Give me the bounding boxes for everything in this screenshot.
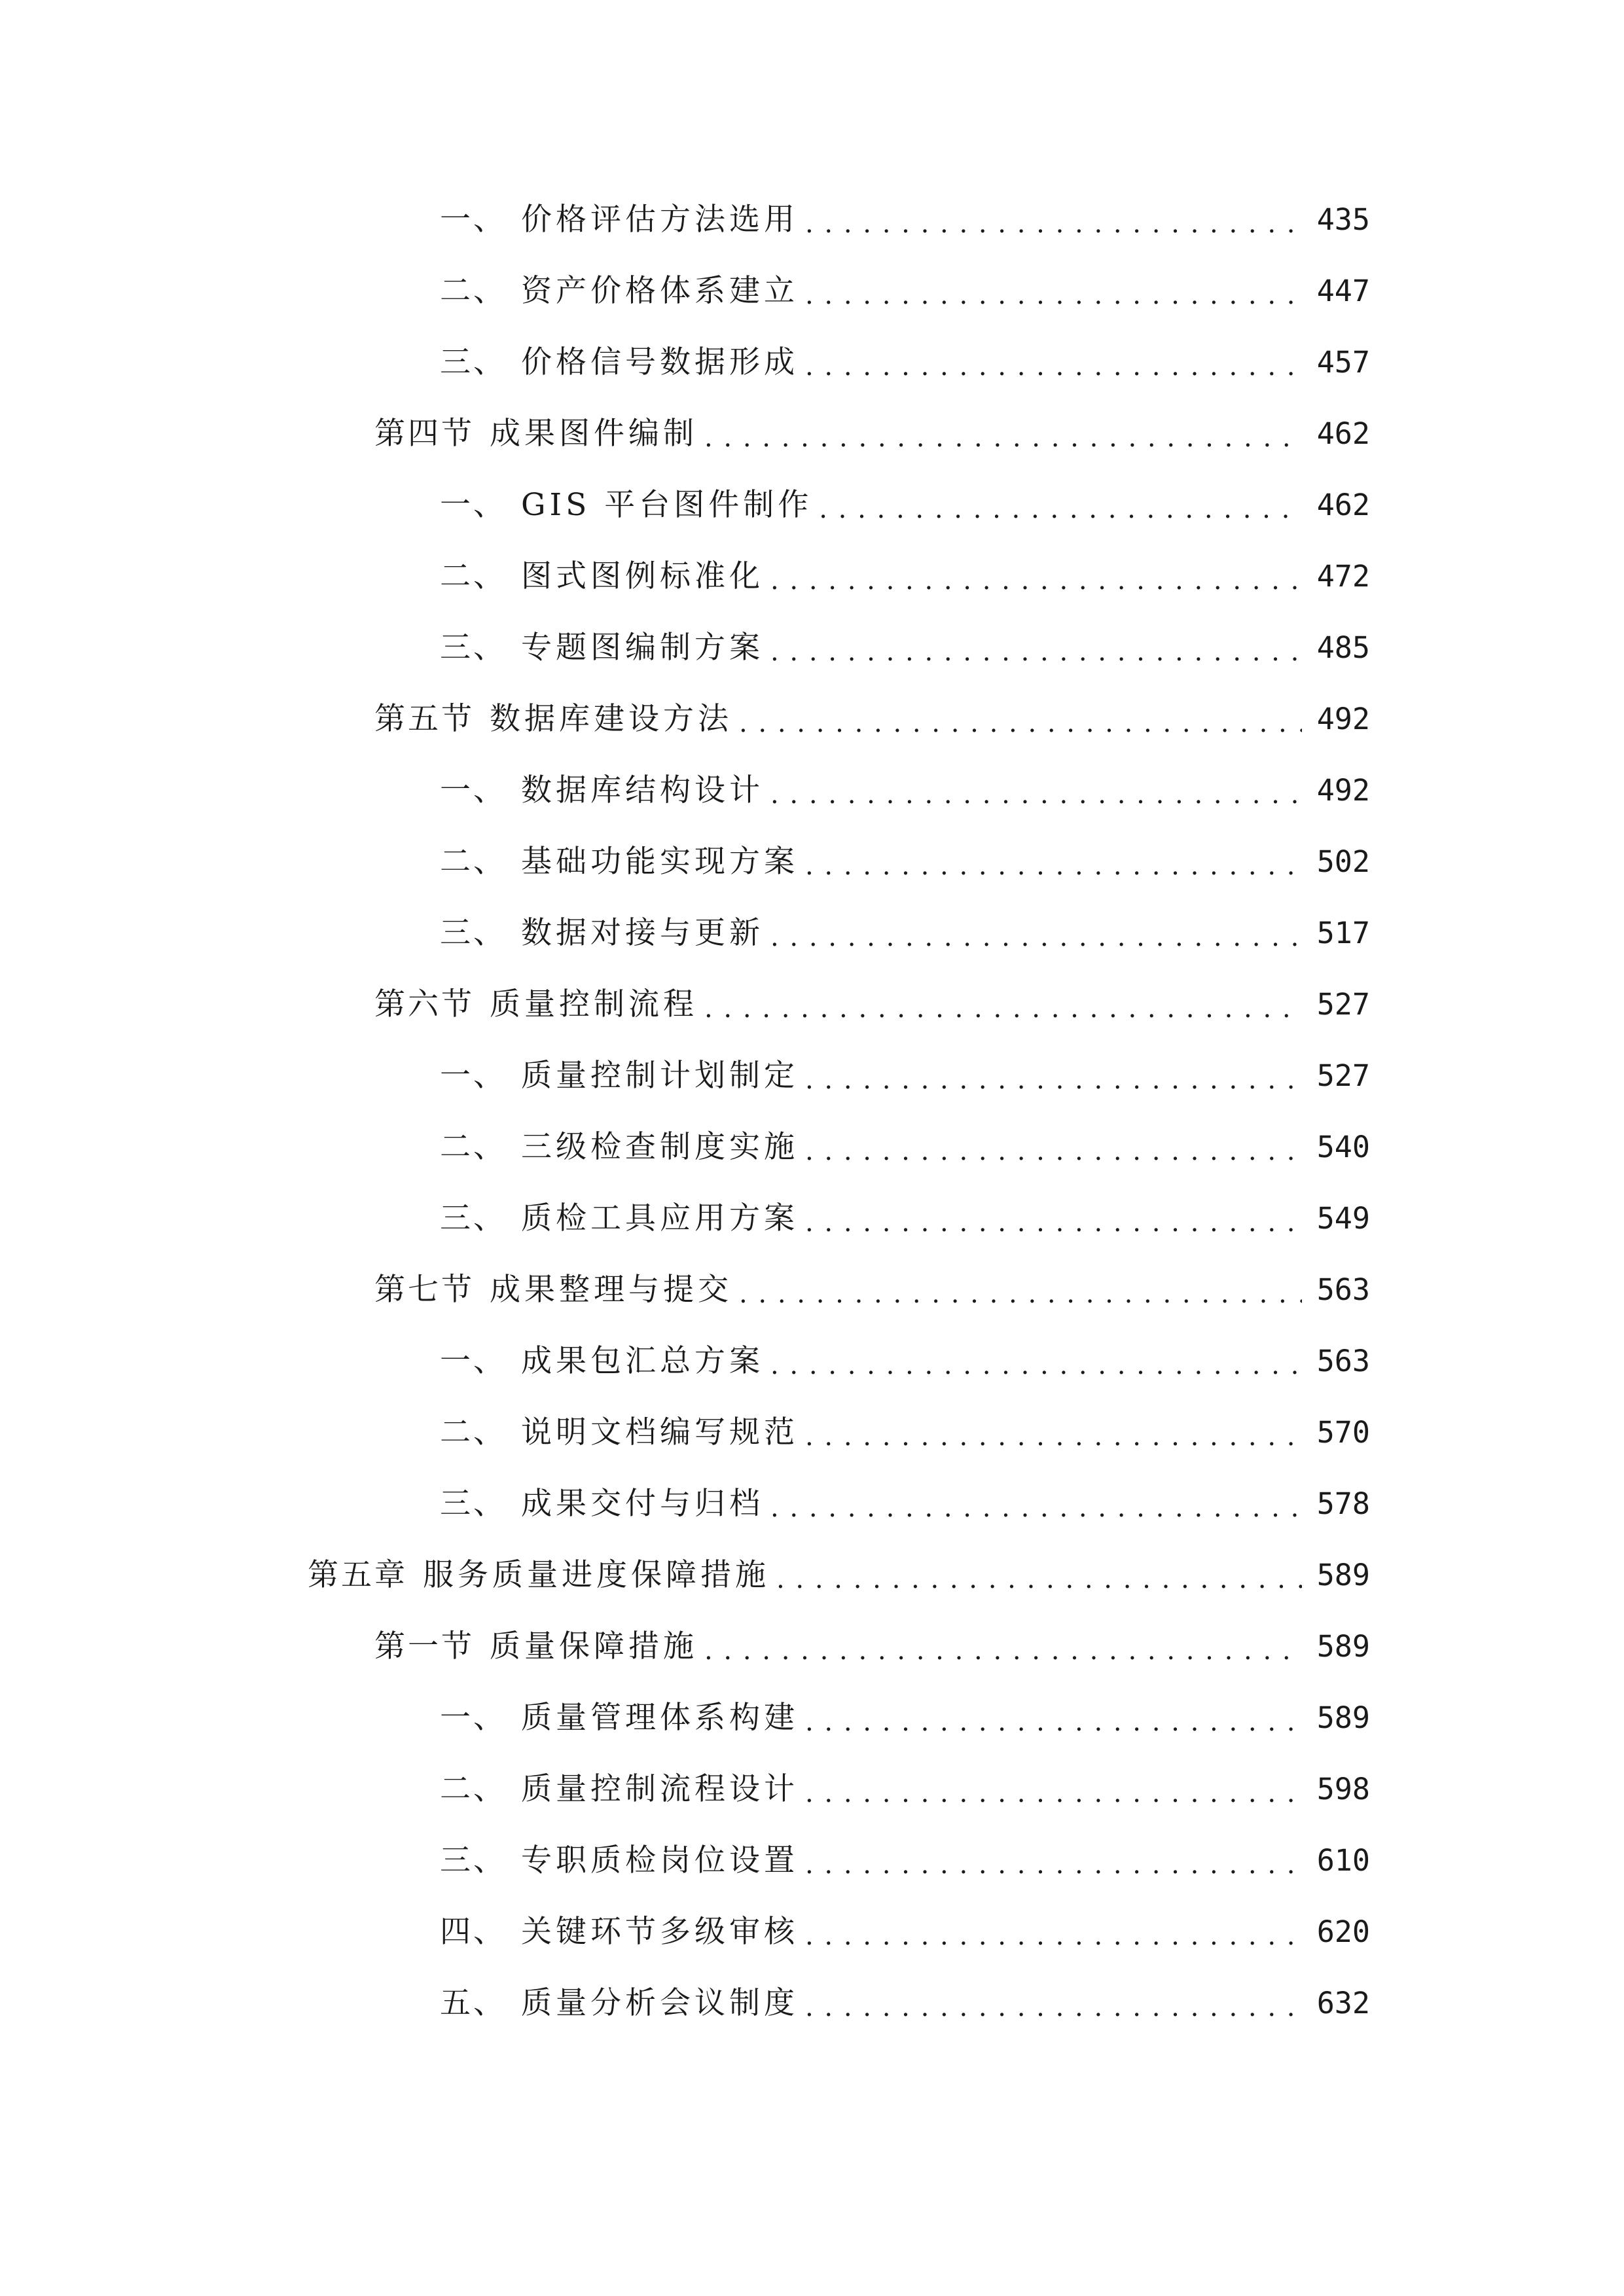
toc-entry-page: 563: [1316, 1344, 1370, 1378]
toc-entry-page: 540: [1316, 1130, 1370, 1164]
toc-entry-title: 数据库结构设计: [521, 772, 764, 808]
toc-entry[interactable]: [440, 622, 1370, 674]
toc-entry-page: 502: [1316, 844, 1370, 879]
toc-entry-title: 成果图件编制: [490, 416, 698, 452]
toc-entry-page: 610: [1316, 1843, 1370, 1878]
toc-entry[interactable]: [440, 265, 1370, 317]
toc-entry[interactable]: [440, 1835, 1370, 1887]
toc-entry-title: 质量控制流程: [490, 986, 698, 1022]
toc-entry-title: 资产价格体系建立: [521, 273, 799, 309]
toc-dot-leader: [805, 1835, 1302, 1887]
toc-entry[interactable]: [440, 907, 1370, 960]
toc-entry-title: 质量保障措施: [490, 1628, 698, 1664]
toc-entry[interactable]: [440, 1692, 1370, 1744]
toc-entry-number: 一、: [440, 1343, 507, 1379]
toc-entry-title: 图式图例标准化: [521, 558, 764, 594]
toc-entry[interactable]: [440, 1977, 1370, 2030]
toc-entry[interactable]: [440, 336, 1370, 389]
toc-entry-page: 447: [1316, 274, 1370, 308]
toc-entry-title: 质检工具应用方案: [521, 1200, 799, 1236]
toc-entry-number: 第五章: [308, 1557, 408, 1593]
toc-entry[interactable]: [374, 408, 1370, 460]
toc-entry-page: 457: [1316, 345, 1370, 380]
toc-entry-title: 专职质检岗位设置: [521, 1842, 799, 1878]
toc-entry-number: 三、: [440, 630, 507, 666]
toc-entry-number: 四、: [440, 1914, 507, 1950]
toc-entry-number: 二、: [440, 1771, 507, 1807]
toc-dot-leader: [770, 1335, 1302, 1388]
toc-dot-leader: [805, 194, 1302, 246]
toc-entry-number: 一、: [440, 1058, 507, 1094]
toc-entry-title: 价格评估方法选用: [521, 202, 799, 238]
toc-entry-title: 关键环节多级审核: [521, 1914, 799, 1950]
toc-entry-title: 基础功能实现方案: [521, 844, 799, 880]
toc-dot-leader: [739, 1264, 1302, 1316]
toc-entry-page: 527: [1316, 987, 1370, 1022]
toc-entry-title: 数据库建设方法: [490, 701, 732, 737]
toc-entry-page: 435: [1316, 202, 1370, 237]
toc-dot-leader: [805, 1121, 1302, 1174]
toc-entry-number: 第六节: [374, 986, 475, 1022]
toc-entry-number: 第一节: [374, 1628, 475, 1664]
toc-entry-page: 563: [1316, 1272, 1370, 1307]
toc-entry-number: 二、: [440, 1129, 507, 1165]
toc-entry[interactable]: [440, 1906, 1370, 1958]
toc-entry[interactable]: [440, 836, 1370, 888]
toc-dot-leader: [776, 1549, 1302, 1602]
toc-entry-page: 527: [1316, 1058, 1370, 1093]
toc-dot-leader: [770, 550, 1302, 603]
toc-entry-number: 一、: [440, 772, 507, 808]
toc-entry-number: 二、: [440, 844, 507, 880]
toc-entry-number: 第五节: [374, 701, 475, 737]
toc-entry-page: 485: [1316, 630, 1370, 665]
toc-entry-title: 专题图编制方案: [521, 630, 764, 666]
toc-entry[interactable]: [440, 194, 1370, 246]
toc-entry[interactable]: [440, 1121, 1370, 1174]
toc-entry[interactable]: [440, 1478, 1370, 1530]
toc-entry-number: 一、: [440, 202, 507, 238]
toc-entry-page: 570: [1316, 1415, 1370, 1450]
toc-dot-leader: [770, 622, 1302, 674]
toc-entry-number: 第七节: [374, 1272, 475, 1308]
toc-entry-number: 二、: [440, 1414, 507, 1450]
toc-entry-page: 492: [1316, 773, 1370, 808]
toc-dot-leader: [704, 1621, 1302, 1673]
toc-entry-page: 632: [1316, 1986, 1370, 2020]
toc-entry[interactable]: [440, 550, 1370, 603]
toc-entry-title: 成果包汇总方案: [521, 1343, 764, 1379]
toc-entry[interactable]: [440, 479, 1370, 531]
toc-entry[interactable]: [374, 693, 1370, 745]
toc-entry-title: 质量分析会议制度: [521, 1985, 799, 2021]
toc-dot-leader: [805, 1692, 1302, 1744]
toc-entry[interactable]: [440, 1050, 1370, 1102]
toc-entry-page: 462: [1316, 416, 1370, 451]
toc-dot-leader: [805, 836, 1302, 888]
toc-entry-title: 说明文档编写规范: [521, 1414, 799, 1450]
toc-entry-title: 质量控制流程设计: [521, 1771, 799, 1807]
toc-entry[interactable]: [374, 1264, 1370, 1316]
toc-entry-title: 三级检查制度实施: [521, 1129, 799, 1165]
toc-dot-leader: [739, 693, 1302, 745]
toc-entry-number: 一、: [440, 487, 507, 523]
toc-dot-leader: [805, 1193, 1302, 1245]
toc-dot-leader: [770, 907, 1302, 960]
toc-dot-leader: [805, 336, 1302, 389]
toc-dot-leader: [704, 978, 1302, 1031]
toc-entry[interactable]: [374, 1621, 1370, 1673]
toc-dot-leader: [770, 764, 1302, 817]
toc-entry[interactable]: [440, 1407, 1370, 1459]
toc-entry-title: 质量管理体系构建: [521, 1700, 799, 1736]
toc-dot-leader: [805, 1977, 1302, 2030]
toc-entry-title: GIS 平台图件制作: [521, 487, 813, 523]
toc-dot-leader: [805, 1906, 1302, 1958]
toc-entry-number: 三、: [440, 344, 507, 380]
toc-entry-number: 三、: [440, 1200, 507, 1236]
toc-entry-page: 589: [1316, 1700, 1370, 1735]
toc-dot-leader: [770, 1478, 1302, 1530]
toc-entry-page: 517: [1316, 916, 1370, 950]
toc-dot-leader: [704, 408, 1302, 460]
toc-entry[interactable]: [440, 1763, 1370, 1816]
toc-entry-number: 五、: [440, 1985, 507, 2021]
toc-entry-page: 589: [1316, 1629, 1370, 1664]
toc-entry[interactable]: [440, 1193, 1370, 1245]
toc-entry-number: 第四节: [374, 416, 475, 452]
toc-entry-page: 549: [1316, 1201, 1370, 1236]
toc-dot-leader: [805, 265, 1302, 317]
toc-entry-number: 二、: [440, 558, 507, 594]
toc-dot-leader: [805, 1763, 1302, 1816]
toc-entry-number: 二、: [440, 273, 507, 309]
toc-entry-number: 三、: [440, 1486, 507, 1522]
toc-entry-page: 462: [1316, 488, 1370, 522]
toc-entry-page: 492: [1316, 702, 1370, 736]
toc-entry-page: 578: [1316, 1486, 1370, 1521]
toc-dot-leader: [805, 1050, 1302, 1102]
toc-dot-leader: [819, 479, 1302, 531]
toc-entry-number: 一、: [440, 1700, 507, 1736]
toc-entry-title: 价格信号数据形成: [521, 344, 799, 380]
toc-entry[interactable]: [440, 764, 1370, 817]
toc-entry-number: 三、: [440, 1842, 507, 1878]
toc-entry-title: 质量控制计划制定: [521, 1058, 799, 1094]
toc-entry[interactable]: [308, 1549, 1370, 1602]
toc-entry-title: 服务质量进度保障措施: [423, 1557, 770, 1593]
toc-dot-leader: [805, 1407, 1302, 1459]
toc-entry[interactable]: [374, 978, 1370, 1031]
toc-entry-page: 620: [1316, 1914, 1370, 1949]
toc-entry-page: 598: [1316, 1772, 1370, 1806]
toc-entry-title: 成果整理与提交: [490, 1272, 732, 1308]
toc-entry-title: 成果交付与归档: [521, 1486, 764, 1522]
toc-entry-page: 589: [1316, 1558, 1370, 1592]
toc-entry[interactable]: [440, 1335, 1370, 1388]
toc-entry-title: 数据对接与更新: [521, 915, 764, 951]
toc-entry-number: 三、: [440, 915, 507, 951]
toc-entry-page: 472: [1316, 559, 1370, 594]
